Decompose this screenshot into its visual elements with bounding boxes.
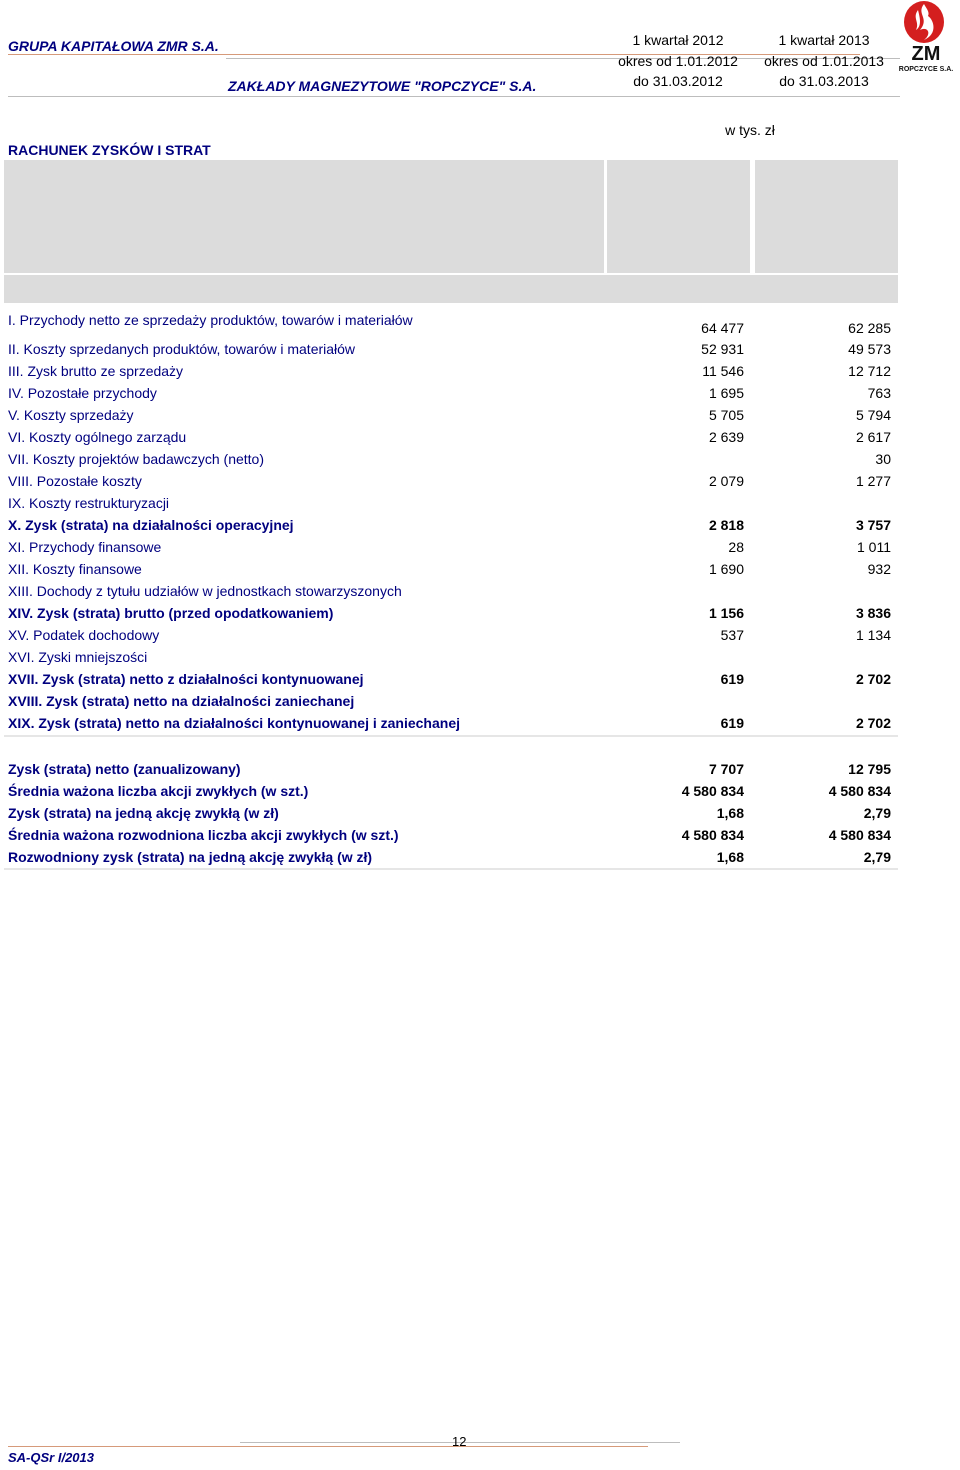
- table-row: [8, 339, 896, 359]
- table-row: [8, 405, 896, 425]
- row-label: III. Zysk brutto ze sprzedaży: [8, 363, 184, 379]
- row-label: XIII. Dochody z tytułu udziałów w jednostkach stowarzyszonych: [8, 583, 402, 599]
- value-2012: 52 931: [701, 341, 744, 357]
- value-2012: 1 695: [708, 385, 744, 401]
- row-label: Zysk (strata) netto (zanualizowany): [8, 761, 241, 777]
- statement-title: RACHUNEK ZYSKÓW I STRAT: [8, 142, 211, 158]
- row-label: XIV. Zysk (strata) brutto (przed opodatkowaniem): [8, 605, 334, 621]
- value-2013: 932: [867, 561, 891, 577]
- value-2012: 4 580 834: [681, 827, 744, 843]
- row-label: V. Koszty sprzedaży: [8, 407, 134, 423]
- value-2013: 4 580 834: [828, 827, 891, 843]
- summary-row: [8, 759, 896, 779]
- report-code: SA-QSr I/2013: [8, 1450, 94, 1465]
- value-2013: 2,79: [863, 849, 891, 865]
- value-2012: 2 818: [708, 517, 744, 533]
- page-number: 12: [452, 1434, 467, 1449]
- row-label: XVI. Zyski mniejszości: [8, 649, 148, 665]
- value-2012: 2 639: [708, 429, 744, 445]
- value-2012: 11 546: [702, 363, 744, 379]
- table-row: [8, 427, 896, 447]
- summary-row: [8, 781, 896, 801]
- divider: [4, 868, 898, 870]
- row-label: VIII. Pozostałe koszty: [8, 473, 142, 489]
- table-row: [8, 581, 896, 601]
- row-label: XIX. Zysk (strata) netto na działalności kontynuowanej i zaniechanej: [8, 715, 460, 731]
- value-2012: 1,68: [716, 805, 744, 821]
- company-name: ZAKŁADY MAGNEZYTOWE "ROPCZYCE" S.A.: [228, 78, 537, 94]
- footer-rule: [8, 1446, 648, 1447]
- header-rule: [8, 96, 900, 97]
- value-2012: 619: [720, 715, 744, 731]
- row-label: I. Przychody netto ze sprzedaży produktów, towarów i materiałów: [8, 312, 413, 328]
- flame-logo-icon: [898, 0, 954, 76]
- value-2013: 763: [867, 385, 891, 401]
- column-header-2012: 1 kwartał 2012 okres od 1.01.2012 do 31.03.2012: [618, 32, 738, 89]
- value-2012: 7 707: [708, 761, 744, 777]
- value-2013: 2,79: [863, 805, 891, 821]
- value-2013: 2 702: [855, 671, 891, 687]
- table-row: [8, 691, 896, 711]
- table-row: [8, 449, 896, 469]
- svg-text:ZM: ZM: [911, 43, 941, 65]
- value-2012: 5 705: [708, 407, 744, 423]
- value-2013: 1 134: [855, 627, 891, 643]
- company-logo: [898, 0, 954, 76]
- value-2012: 1 156: [708, 605, 744, 621]
- table-row: [8, 713, 896, 733]
- row-label: IX. Koszty restrukturyzacji: [8, 495, 170, 511]
- row-label: XV. Podatek dochodowy: [8, 627, 160, 643]
- table-row: [8, 647, 896, 667]
- table-row: [8, 559, 896, 579]
- summary-row: [8, 803, 896, 823]
- unit-label: w tys. zł: [725, 122, 775, 138]
- divider: [4, 735, 898, 737]
- row-label: Rozwodniony zysk (strata) na jedną akcję zwykłą (w zł): [8, 849, 373, 865]
- row-label: XII. Koszty finansowe: [8, 561, 142, 577]
- value-2012: 1 690: [708, 561, 744, 577]
- value-2013: 4 580 834: [828, 783, 891, 799]
- row-label: IV. Pozostałe przychody: [8, 385, 157, 401]
- value-2013: 12 795: [848, 761, 891, 777]
- value-2012: 2 079: [708, 473, 744, 489]
- row-label: XVII. Zysk (strata) netto z działalności kontynuowanej: [8, 671, 364, 687]
- value-2013: 49 573: [848, 341, 891, 357]
- row-label: VI. Koszty ogólnego zarządu: [8, 429, 187, 445]
- summary-row: [8, 847, 896, 867]
- row-label: Średnia ważona liczba akcji zwykłych (w szt.): [8, 783, 309, 799]
- group-name: GRUPA KAPITAŁOWA ZMR S.A.: [8, 38, 219, 54]
- value-2013: 30: [875, 451, 891, 467]
- value-2013: 1 011: [857, 539, 891, 555]
- row-label: Zysk (strata) na jedną akcję zwykłą (w zł): [8, 805, 279, 821]
- column-header-2013: 1 kwartał 2013 okres od 1.01.2013 do 31.03.2013: [764, 32, 884, 89]
- value-2012: 4 580 834: [681, 783, 744, 799]
- row-label: XVIII. Zysk (strata) netto na działalności zaniechanej: [8, 693, 355, 709]
- value-2013: 5 794: [855, 407, 891, 423]
- row-label: X. Zysk (strata) na działalności operacyjnej: [8, 517, 294, 533]
- table-row: [8, 310, 896, 336]
- table-row: [8, 537, 896, 557]
- row-label: VII. Koszty projektów badawczych (netto): [8, 451, 264, 467]
- value-2012: 619: [720, 671, 744, 687]
- value-2013: 3 757: [855, 517, 891, 533]
- value-2012: 28: [728, 539, 744, 555]
- value-2013: 62 285: [848, 320, 891, 336]
- column-header-block: [4, 160, 898, 303]
- value-2013: 2 617: [855, 429, 891, 445]
- table-row: [8, 603, 896, 623]
- svg-text:ROPCZYCE S.A.: ROPCZYCE S.A.: [898, 66, 954, 73]
- table-row: [8, 361, 896, 381]
- value-2012: 64 477: [701, 320, 744, 336]
- table-row: [8, 625, 896, 645]
- summary-row: [8, 825, 896, 845]
- table-row: [8, 383, 896, 403]
- table-row: [8, 493, 896, 513]
- row-label: XI. Przychody finansowe: [8, 539, 162, 555]
- value-2013: 2 702: [855, 715, 891, 731]
- row-label: II. Koszty sprzedanych produktów, towarów i materiałów: [8, 341, 356, 357]
- value-2012: 537: [720, 627, 744, 643]
- value-2012: 1,68: [716, 849, 744, 865]
- table-row: [8, 515, 896, 535]
- table-row: [8, 669, 896, 689]
- row-label: Średnia ważona rozwodniona liczba akcji zwykłych (w szt.): [8, 827, 399, 843]
- value-2013: 1 277: [855, 473, 891, 489]
- table-row: [8, 471, 896, 491]
- value-2013: 12 712: [848, 363, 891, 379]
- value-2013: 3 836: [855, 605, 891, 621]
